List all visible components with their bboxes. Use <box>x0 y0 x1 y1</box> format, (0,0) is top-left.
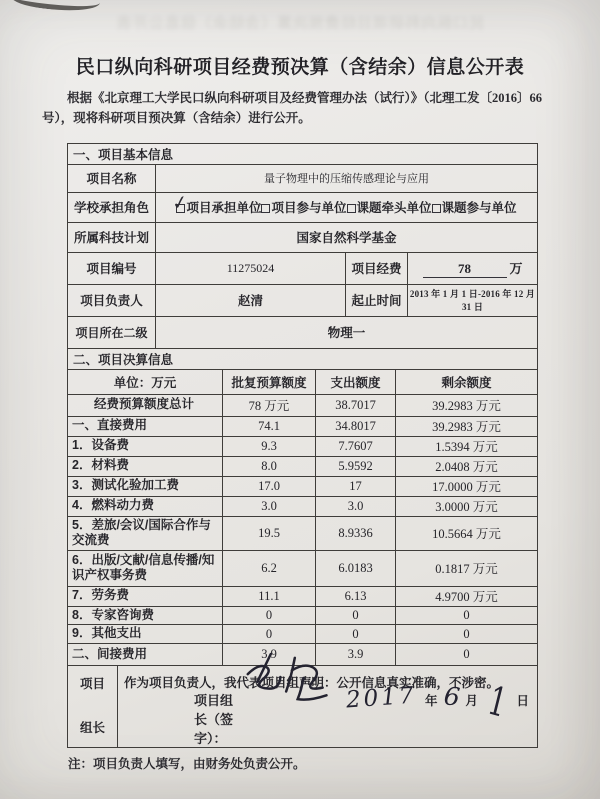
budget-approved: 19.5 <box>223 516 316 550</box>
checkbox-icon <box>261 204 270 213</box>
program-label: 所属科技计划 <box>68 222 156 252</box>
leader-value: 赵清 <box>156 284 346 316</box>
budget-approved: 8.0 <box>223 456 316 476</box>
budget-col-spent: 支出额度 <box>316 369 396 394</box>
role-option-label: 项目承担单位 <box>186 201 262 215</box>
leader-label: 项目负责人 <box>68 284 156 316</box>
project-name-label: 项目名称 <box>68 164 156 192</box>
signature-scrawl-icon <box>242 651 338 705</box>
project-no-label: 项目编号 <box>68 252 156 284</box>
budget-col-unit: 单位：万元 <box>68 369 223 394</box>
budget-approved: 6.2 <box>223 550 316 586</box>
checkbox-icon <box>432 204 441 213</box>
budget-approved: 9.3 <box>223 436 316 456</box>
budget-row-label: 6．出版/文献/信息传播/知识产权事务费 <box>68 550 223 586</box>
budget-row <box>68 625 538 644</box>
budget-row-label: 1．设备费 <box>68 436 223 456</box>
budget-spent: 38.7017 <box>316 394 396 416</box>
bleedthrough-text: 民口纵向科研项目经费预决算（含结余）信息公开表 <box>116 15 485 32</box>
funding-value-cell <box>408 252 538 284</box>
budget-spent: 17 <box>316 476 396 496</box>
duration-value: 2013 年 1 月 1 日-2016 年 12 月 31 日 <box>408 284 538 316</box>
department-label: 项目所在二级 <box>68 316 156 348</box>
budget-remaining: 39.2983 万元 <box>396 416 538 436</box>
budget-remaining: 0.1817 万元 <box>396 550 538 586</box>
project-name-value: 量子物理中的压缩传感理论与应用 <box>156 164 538 192</box>
budget-remaining: 3.0000 万元 <box>396 496 538 516</box>
budget-row-label: 经费预算额度总计 <box>68 394 223 416</box>
signature-label: 项目组长（签字）： <box>194 693 234 746</box>
budget-row <box>68 550 538 586</box>
budget-row <box>68 436 538 456</box>
declaration-table <box>67 665 538 748</box>
day-unit: 日 <box>516 694 529 708</box>
budget-row-label: 2．材料费 <box>68 456 223 476</box>
declaration-label-top: 项目 <box>79 677 105 691</box>
budget-spent: 34.8017 <box>316 416 396 436</box>
budget-remaining: 1.5394 万元 <box>396 436 538 456</box>
month-unit: 月 <box>465 694 478 708</box>
budget-row <box>68 606 538 625</box>
budget-spent: 0 <box>316 606 396 625</box>
budget-row-label: 7．劳务费 <box>68 586 223 606</box>
budget-row-label: 9．其他支出 <box>68 625 223 644</box>
budget-row <box>68 516 538 550</box>
budget-row-label: 8．专家咨询费 <box>68 606 223 625</box>
budget-row-label: 二、间接费用 <box>68 644 223 666</box>
budget-remaining: 39.2983 万元 <box>396 394 538 416</box>
budget-spent: 8.9336 <box>316 516 396 550</box>
program-value: 国家自然科学基金 <box>156 222 538 252</box>
budget-col-approved: 批复预算额度 <box>223 369 316 394</box>
budget-row-label: 5．差旅/会议/国际合作与交流费 <box>68 516 223 550</box>
school-role-label: 学校承担角色 <box>68 192 156 222</box>
page-title: 民口纵向科研项目经费预决算（含结余）信息公开表 <box>75 57 525 78</box>
budget-table <box>67 348 538 667</box>
funding-unit: 万 <box>509 261 523 276</box>
handwritten-month: 6 <box>442 681 461 712</box>
budget-row <box>68 394 538 416</box>
budget-row <box>68 456 538 476</box>
footnote: 注：项目负责人填写，由财务处负责公开。 <box>68 757 306 771</box>
budget-approved: 3.9 <box>223 644 316 666</box>
budget-spent: 7.7607 <box>316 436 396 456</box>
declaration-label <box>68 666 118 748</box>
funding-amount: 78 <box>423 261 507 278</box>
budget-remaining: 17.0000 万元 <box>396 476 538 496</box>
budget-spent: 3.0 <box>316 496 396 516</box>
budget-approved: 0 <box>223 625 316 644</box>
budget-remaining: 4.9700 万元 <box>396 586 538 606</box>
year-unit: 年 <box>425 694 438 708</box>
budget-approved: 78 万元 <box>223 394 316 416</box>
department-value: 物理一 <box>156 316 538 348</box>
budget-row <box>68 586 538 606</box>
budget-spent: 5.9592 <box>316 456 396 476</box>
declaration-content <box>118 666 538 748</box>
project-no-value: 11275024 <box>156 252 346 284</box>
budget-spent: 6.0183 <box>316 550 396 586</box>
role-option-label: 课题参与单位 <box>441 201 517 215</box>
role-option-label: 项目参与单位 <box>271 201 347 215</box>
budget-spent: 6.13 <box>316 586 396 606</box>
budget-remaining: 10.5664 万元 <box>396 516 538 550</box>
budget-row-label: 一、直接费用 <box>68 416 223 436</box>
budget-spent: 0 <box>316 625 396 644</box>
intro-paragraph: 根据《北京理工大学民口纵向科研项目及经费管理办法（试行）》（北理工发〔2016〕66 号），现将科研项目预决算（含结余）进行公开。 <box>42 91 543 126</box>
pen-mark <box>11 0 101 15</box>
budget-approved: 17.0 <box>223 476 316 496</box>
section-1-header: 一、项目基本信息 <box>68 143 538 164</box>
funding-label: 项目经费 <box>346 252 408 284</box>
budget-remaining: 0 <box>396 625 538 644</box>
role-option-label: 课题牵头单位 <box>356 201 432 215</box>
handwritten-year: 2017 <box>345 682 418 714</box>
duration-label: 起止时间 <box>346 284 408 316</box>
budget-remaining: 0 <box>396 606 538 625</box>
handwritten-day: 1 <box>486 677 509 729</box>
budget-approved: 74.1 <box>223 416 316 436</box>
basic-info-table <box>67 143 538 349</box>
declaration-statement: 作为项目负责人，我代表项目组声明：公开信息真实准确，不涉密。 <box>124 676 500 690</box>
budget-col-remaining: 剩余额度 <box>396 369 538 394</box>
budget-row-label: 3．测试化验加工费 <box>68 476 223 496</box>
budget-approved: 0 <box>223 606 316 625</box>
budget-approved: 3.0 <box>223 496 316 516</box>
section-2-header: 二、项目决算信息 <box>68 348 538 369</box>
declaration-label-bottom: 组长 <box>79 721 105 735</box>
budget-row <box>68 496 538 516</box>
budget-approved: 11.1 <box>223 586 316 606</box>
signature-row <box>118 651 535 747</box>
budget-spent: 3.9 <box>316 644 396 666</box>
spacer <box>68 692 117 718</box>
budget-row <box>68 476 538 496</box>
budget-row <box>68 416 538 436</box>
budget-row-label: 4．燃料动力费 <box>68 496 223 516</box>
budget-remaining: 0 <box>396 644 538 666</box>
checkbox-checked-icon <box>176 204 185 213</box>
school-role-options <box>156 192 538 222</box>
budget-remaining: 2.0408 万元 <box>396 456 538 476</box>
checkbox-icon <box>347 204 356 213</box>
